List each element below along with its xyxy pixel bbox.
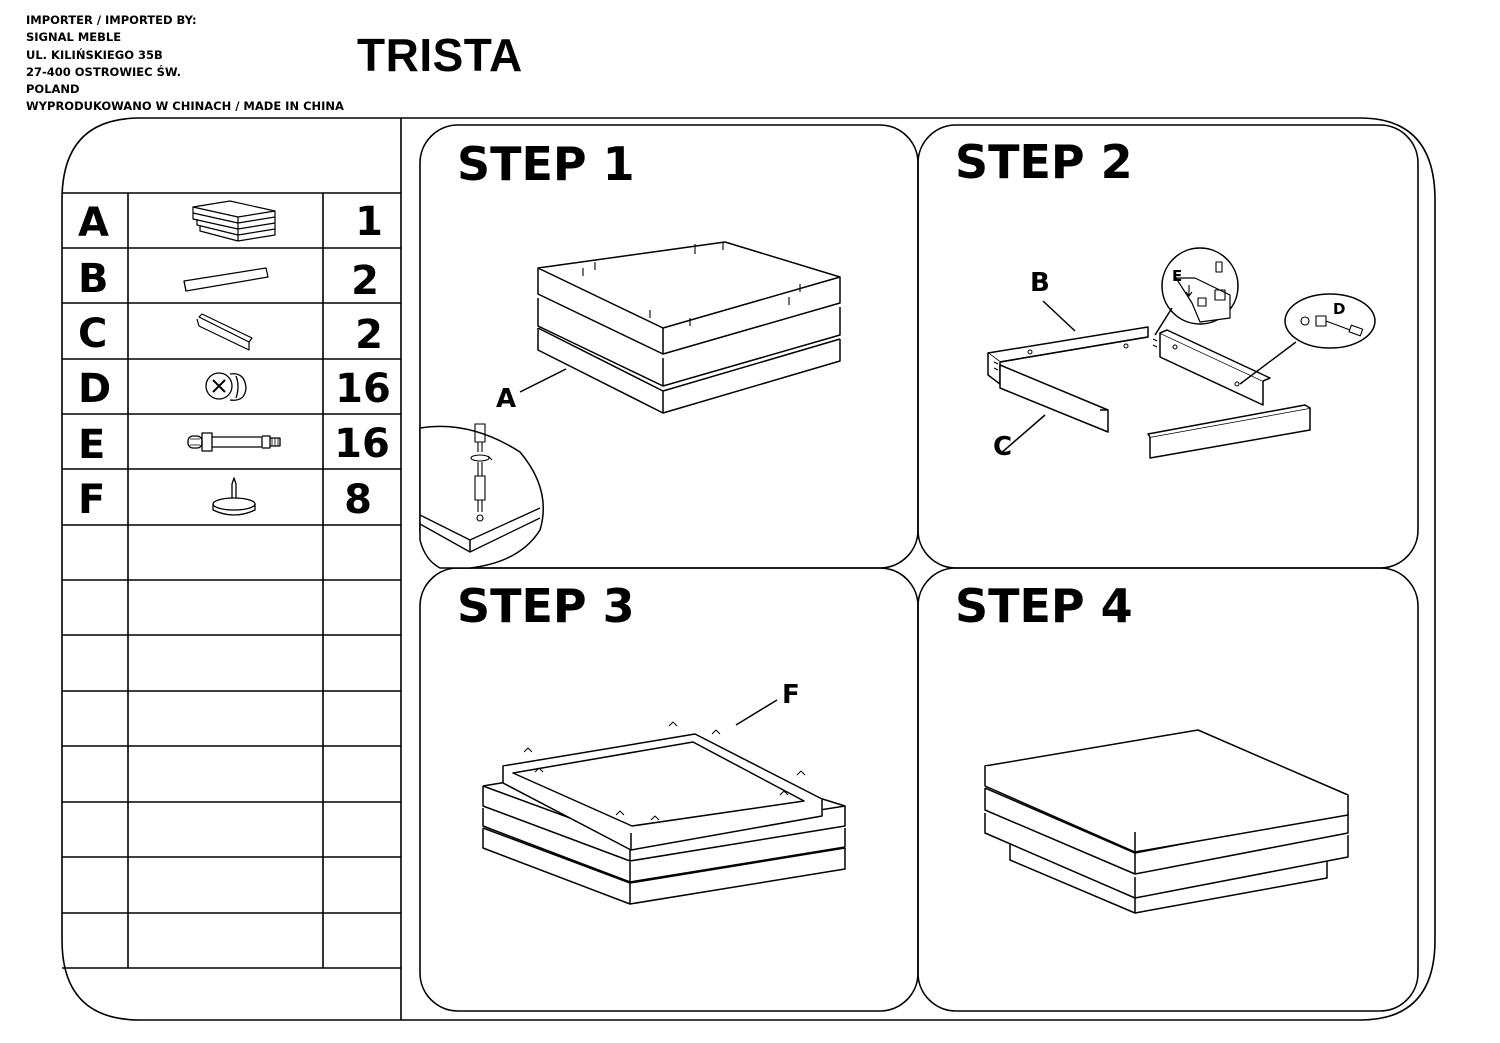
part-qty: 16 bbox=[334, 421, 390, 467]
long-rail-icon bbox=[184, 268, 268, 291]
callout-e: E bbox=[1172, 267, 1183, 285]
callout-a: A bbox=[496, 384, 517, 414]
step-1-illustration bbox=[420, 242, 840, 568]
part-letter: C bbox=[78, 311, 108, 357]
part-qty: 1 bbox=[355, 199, 383, 245]
part-letter: E bbox=[78, 422, 106, 468]
cam-lock-icon bbox=[206, 373, 246, 400]
part-qty: 16 bbox=[335, 366, 391, 412]
stacked-boards-icon bbox=[193, 201, 275, 241]
step-4-illustration bbox=[985, 730, 1348, 913]
part-qty: 2 bbox=[351, 258, 379, 304]
product-title: TRISTA bbox=[357, 29, 523, 81]
step-3-illustration bbox=[483, 700, 845, 904]
importer-line: SIGNAL MEBLE bbox=[26, 30, 122, 45]
cam-bolt-icon bbox=[188, 433, 280, 451]
callout-d: D bbox=[1333, 300, 1346, 318]
part-qty: 8 bbox=[344, 477, 372, 523]
parts-table bbox=[62, 193, 401, 968]
importer-line: WYPRODUKOWANO W CHINACH / MADE IN CHINA bbox=[26, 99, 344, 114]
part-letter: F bbox=[78, 477, 106, 523]
step-1-title: STEP 1 bbox=[457, 137, 635, 191]
callout-f: F bbox=[782, 680, 800, 710]
short-rail-icon bbox=[197, 314, 252, 350]
callout-b: B bbox=[1030, 268, 1050, 298]
importer-line: UL. KILIŃSKIEGO 35B bbox=[26, 47, 163, 62]
part-letter: D bbox=[78, 366, 112, 412]
importer-line: 27-400 OSTROWIEC ŚW. bbox=[26, 64, 181, 79]
step-4-title: STEP 4 bbox=[955, 579, 1133, 633]
part-letter: A bbox=[78, 200, 109, 246]
step-3-title: STEP 3 bbox=[457, 579, 635, 633]
part-letter: B bbox=[78, 256, 109, 302]
part-qty: 2 bbox=[355, 312, 383, 358]
importer-line: IMPORTER / IMPORTED BY: bbox=[26, 13, 197, 27]
step-2-title: STEP 2 bbox=[955, 135, 1133, 189]
glide-foot-icon bbox=[213, 478, 255, 515]
callout-c: C bbox=[993, 432, 1013, 462]
importer-line: POLAND bbox=[26, 82, 80, 97]
